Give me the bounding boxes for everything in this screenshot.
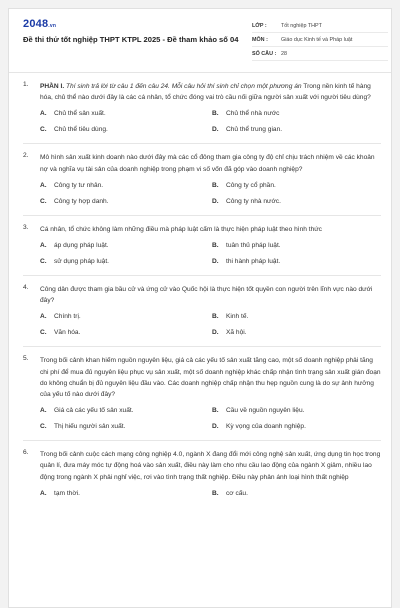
meta-key: MÔN :: [252, 36, 268, 43]
question-4: [9, 284, 392, 338]
answer-option-b[interactable]: [212, 181, 382, 191]
answer-option-c[interactable]: [40, 422, 212, 432]
part-label: PHẦN I.: [40, 83, 65, 90]
option-letter: D.: [212, 197, 219, 205]
option-text: Công ty nhà nước.: [226, 197, 281, 205]
option-text: Công ty tư nhân.: [54, 181, 104, 189]
answer-option-b[interactable]: [212, 406, 382, 416]
option-text: Cầu về nguồn nguyên liệu.: [226, 407, 305, 415]
option-text: Chủ thể nhà nước: [226, 110, 280, 118]
answer-option-a[interactable]: [40, 241, 212, 251]
option-letter: C.: [40, 258, 47, 266]
answer-options: [40, 312, 381, 338]
exam-title: Đề thi thử tốt nghiệp THPT KTPL 2025 - Đề tham khảo số 04: [23, 35, 239, 44]
option-letter: B.: [212, 489, 219, 497]
answer-options: [40, 241, 381, 267]
option-letter: A.: [40, 313, 47, 321]
question-number: 5.: [23, 355, 29, 363]
question-1: [9, 81, 392, 135]
divider: [23, 143, 381, 144]
option-text: Chủ thể trung gian.: [226, 126, 283, 134]
question-number: 1.: [23, 81, 29, 88]
option-text: áp dụng pháp luật.: [54, 242, 109, 250]
answer-option-b[interactable]: [212, 241, 382, 251]
option-text: Chủ thể sản xuất.: [54, 110, 106, 118]
option-text: cơ cấu.: [226, 489, 248, 497]
option-letter: C.: [40, 423, 47, 431]
option-text: thi hành pháp luật.: [226, 258, 281, 266]
option-letter: A.: [40, 181, 47, 189]
option-letter: B.: [212, 407, 219, 415]
option-text: Thị hiếu người sản xuất.: [54, 423, 126, 431]
meta-value: Tốt nghiệp THPT: [281, 22, 322, 29]
option-letter: B.: [212, 110, 219, 118]
option-letter: A.: [40, 110, 47, 118]
answer-options: [40, 181, 381, 207]
answer-option-b[interactable]: [212, 109, 382, 119]
question-6: [9, 449, 392, 499]
answer-option-a[interactable]: [40, 406, 212, 416]
question-list: [9, 81, 392, 499]
answer-options: [40, 109, 381, 135]
option-text: Công ty cổ phần.: [226, 181, 276, 189]
meta-key: LỚP :: [252, 22, 267, 29]
answer-option-d[interactable]: [212, 328, 382, 338]
option-text: Chính trị.: [54, 313, 81, 321]
question-number: 6.: [23, 449, 29, 457]
answer-option-d[interactable]: [212, 197, 382, 207]
meta-subject-row: [252, 33, 388, 47]
divider: [23, 346, 381, 347]
answer-option-c[interactable]: [40, 197, 212, 207]
option-letter: D.: [212, 126, 219, 134]
option-letter: D.: [212, 258, 219, 266]
question-text: Trong bối cảnh cuộc cách mạng công nghiệp 4.0, ngành X đang đổi mới công nghệ sản xuất, ứng dụng tin học trong quản lí, đưa máy móc tự động hoá vào sản xuất, điều này làm cho nhu cầu lao động của ngành X giảm, nhiều lao động trong ngành X phải nghỉ việc, rơi vào tình trạng thất nghiệp. Điều này phản ánh loại hình thất nghiệp: [40, 451, 381, 481]
divider: [23, 275, 381, 276]
option-letter: C.: [40, 329, 47, 337]
option-letter: A.: [40, 242, 47, 250]
meta-value: 28: [281, 50, 287, 57]
answer-option-d[interactable]: [212, 257, 382, 267]
exam-header: [9, 9, 391, 73]
option-letter: B.: [212, 181, 219, 189]
part-instruction: Thí sinh trả lời từ câu 1 đến câu 24. Mỗi câu hỏi thí sinh chỉ chọn một phương án: [66, 83, 302, 90]
option-letter: D.: [212, 329, 219, 337]
option-text: Văn hóa.: [54, 329, 81, 337]
exam-meta: [252, 19, 388, 61]
answer-option-c[interactable]: [40, 328, 212, 338]
option-letter: A.: [40, 489, 47, 497]
meta-value: Giáo dục Kinh tế và Pháp luật: [281, 36, 353, 43]
answer-options: [40, 406, 381, 432]
question-3: [9, 224, 392, 267]
option-text: tạm thời.: [54, 489, 80, 497]
option-text: tuân thủ pháp luật.: [226, 242, 281, 250]
answer-option-c[interactable]: [40, 257, 212, 267]
answer-option-a[interactable]: [40, 109, 212, 119]
answer-option-c[interactable]: [40, 125, 212, 135]
option-letter: A.: [40, 407, 47, 415]
answer-option-a[interactable]: [40, 181, 212, 191]
option-letter: B.: [212, 313, 219, 321]
meta-count-row: [252, 47, 388, 61]
exam-page: [8, 8, 392, 608]
question-text: Trong bối cảnh khan hiếm nguồn nguyên liệu, giá cả các yếu tố sản xuất tăng cao, một số doanh nghiệp phải tăng chi phí để mua đủ nguyên liệu phục vụ sản xuất, một số doanh nghiệp khác chấp nhận tình trạng sản xuất gián đoạn do không chuẩn bị đủ nguyên liệu đầu vào. Các doanh nghiệp chấp nhận thu hẹp nguồn cung là do sự ảnh hưởng của yếu tố nào dưới đây?: [40, 357, 381, 399]
answer-options: [40, 489, 381, 499]
question-text: Công dân được tham gia bầu cử và ứng cử vào Quốc hội là thực hiện tốt quyền con người trên lĩnh vực nào dưới đây?: [40, 286, 373, 305]
option-letter: D.: [212, 423, 219, 431]
question-number: 3.: [23, 223, 29, 231]
option-text: sử dụng pháp luật.: [54, 258, 110, 266]
option-text: Xã hội.: [226, 329, 247, 337]
question-text: Mô hình sản xuất kinh doanh nào dưới đây mà các cổ đông tham gia công ty độ chỉ chịu trách nhiệm về các khoản nợ và nghĩa vụ tài sản của doanh nghiệp trong phạm vi số vốn đã góp vào doanh nghiệp?: [40, 154, 375, 173]
option-text: Giá cả các yếu tố sản xuất.: [54, 407, 134, 415]
meta-key: SỐ CÂU :: [252, 50, 277, 57]
option-letter: B.: [212, 242, 219, 250]
option-text: Kinh tế.: [226, 313, 249, 321]
option-text: Công ty hợp danh.: [54, 197, 109, 205]
answer-option-a[interactable]: [40, 489, 212, 499]
answer-option-d[interactable]: [212, 422, 382, 432]
answer-option-b[interactable]: [212, 312, 382, 322]
answer-option-b[interactable]: [212, 489, 382, 499]
option-text: Chủ thể tiêu dùng.: [54, 126, 108, 134]
answer-option-d[interactable]: [212, 125, 382, 135]
meta-class-row: [252, 19, 388, 33]
option-letter: C.: [40, 197, 47, 205]
option-text: Kỳ vọng của doanh nghiệp.: [226, 423, 306, 431]
question-2: [9, 152, 392, 206]
answer-option-a[interactable]: [40, 312, 212, 322]
question-number: 2.: [23, 152, 29, 160]
question-text: PHẦN I. Thí sinh trả lời từ câu 1 đến câu 24. Mỗi câu hỏi thí sinh chỉ chọn một phương án Trong nền kinh tế hàng hóa, chủ thể nào dưới đây là các cá nhân, tổ chức đóng vai trò cầu nối giữa người sản xuất với người tiêu dùng?: [40, 83, 371, 102]
divider: [23, 440, 381, 441]
question-number: 4.: [23, 284, 29, 292]
question-text: Cá nhân, tổ chức không làm những điều mà pháp luật cấm là thực hiện pháp luật theo hình thức: [40, 225, 322, 233]
question-5: [9, 355, 392, 432]
option-letter: C.: [40, 126, 47, 134]
site-logo[interactable]: 2048.vn: [23, 18, 57, 30]
divider: [23, 215, 381, 216]
